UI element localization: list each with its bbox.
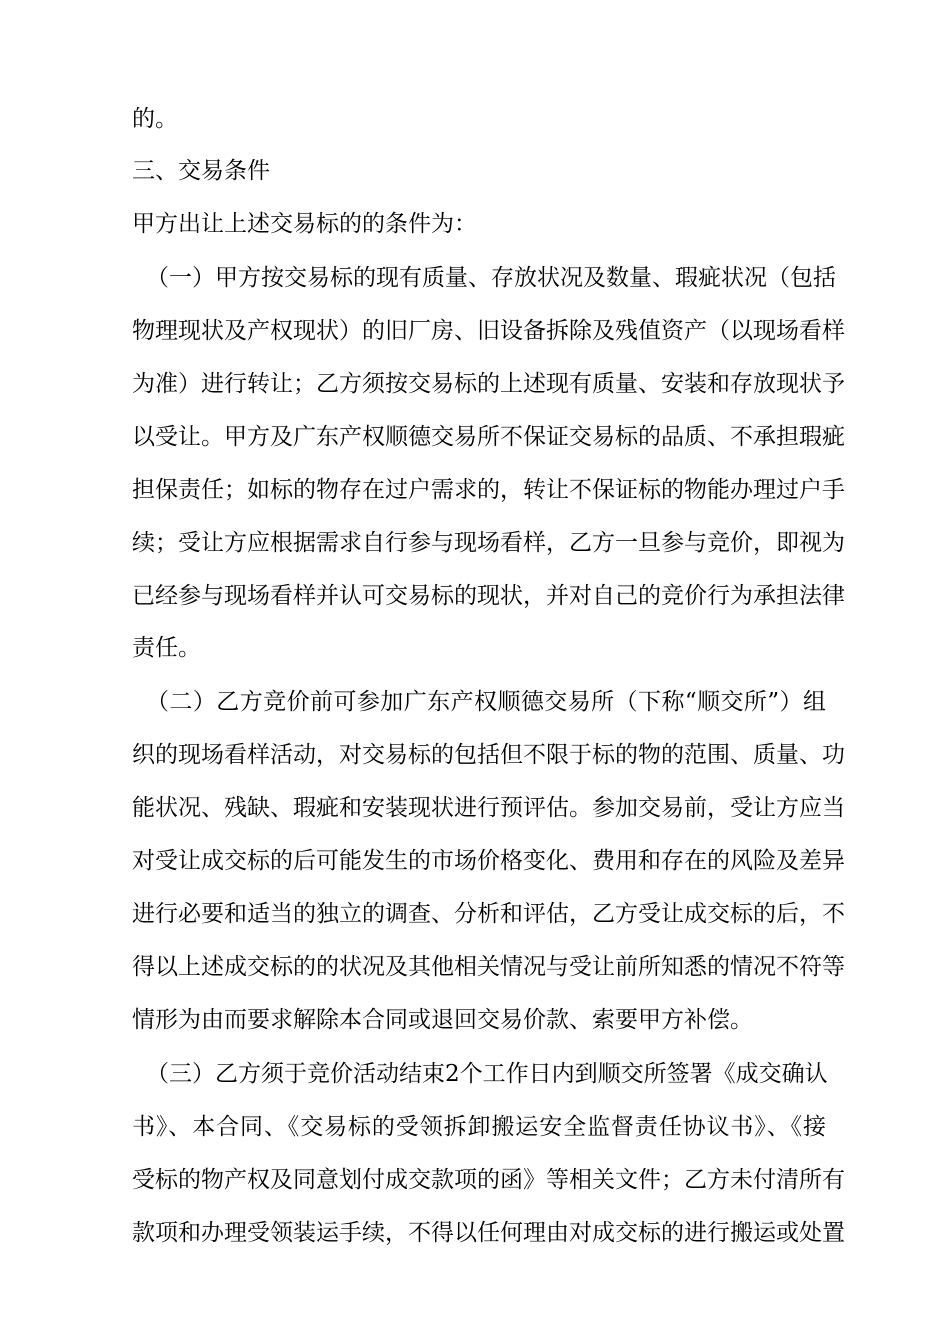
section-heading: 三、交易条件 — [132, 158, 270, 184]
paragraph-line: 书》、本合同、《交易标的受领拆卸搬运安全监督责任协议书》、《接 — [132, 1114, 826, 1140]
paragraph-line: （三）乙方须于竞价活动结束2个工作日内到顺交所签署《成交确认 — [146, 1061, 828, 1087]
paragraph-line: 得以上述成交标的的状况及其他相关情况与受让前所知悉的情况不符等 — [132, 954, 845, 980]
paragraph-line: （二）乙方竞价前可参加广东产权顺德交易所（下称“顺交所”）组 — [146, 689, 826, 715]
paragraph-line: 进行必要和适当的独立的调查、分析和评估，乙方受让成交标的后，不 — [132, 901, 845, 927]
text-line: 甲方出让上述交易标的的条件为： — [132, 211, 477, 237]
paragraph-line: 为准）进行转让；乙方须按交易标的上述现有质量、安装和存放现状予 — [132, 371, 845, 397]
paragraph-line: 担保责任；如标的物存在过户需求的，转让不保证标的物能办理过户手 — [132, 477, 845, 503]
paragraph-line: 责任。 — [132, 635, 201, 661]
paragraph-line: 已经参与现场看样并认可交易标的现状，并对自己的竞价行为承担法律 — [132, 583, 845, 609]
paragraph-line: 物理现状及产权现状）的旧厂房、旧设备拆除及残值资产（以现场看样 — [132, 318, 845, 344]
paragraph-line: （一）甲方按交易标的现有质量、存放状况及数量、瑕疵状况（包括 — [146, 265, 836, 291]
text-line: 的。 — [132, 106, 178, 132]
paragraph-line: 情形为由而要求解除本合同或退回交易价款、索要甲方补偿。 — [132, 1007, 753, 1033]
paragraph-line: 以受让。甲方及广东产权顺德交易所不保证交易标的品质、不承担瑕疵 — [132, 424, 845, 450]
paragraph-line: 续；受让方应根据需求自行参与现场看样，乙方一旦参与竞价，即视为 — [132, 530, 845, 556]
paragraph-line: 织的现场看样活动，对交易标的包括但不限于标的物的范围、质量、功 — [132, 742, 845, 768]
paragraph-line: 款项和办理受领装运手续，不得以任何理由对成交标的进行搬运或处置 — [132, 1220, 845, 1246]
paragraph-line: 对受让成交标的后可能发生的市场价格变化、费用和存在的风险及差异 — [132, 848, 845, 874]
paragraph-line: 能状况、残缺、瑕疵和安装现状进行预评估。参加交易前，受让方应当 — [132, 795, 845, 821]
paragraph-line: 受标的物产权及同意划付成交款项的函》等相关文件；乙方未付清所有 — [132, 1167, 845, 1193]
